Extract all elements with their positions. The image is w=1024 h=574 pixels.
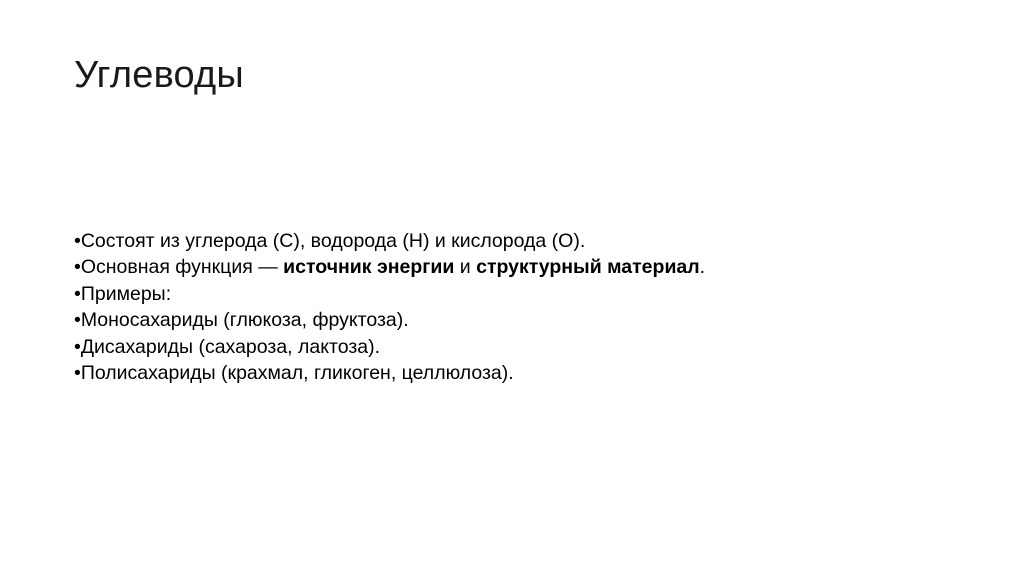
list-item-label: Примеры: [80, 282, 172, 305]
list-item-label: Состоят из углерода (C), водорода (H) и кислорода (O). [80, 230, 586, 252]
bullet-marker-icon: • [74, 309, 81, 332]
list-item-label: Основная функция — [80, 256, 284, 279]
list-item [74, 307, 954, 333]
bullet-marker-icon: • [74, 256, 81, 279]
list-item [74, 360, 954, 386]
bullet-marker-icon: • [74, 335, 81, 358]
bullet-list [74, 228, 954, 386]
list-item [74, 334, 954, 360]
list-item [74, 228, 954, 254]
list-item-label: Полисахариды (крахмал, гликоген, целлюлоза). [80, 362, 514, 385]
list-item-emphasis: источник энергии [283, 256, 455, 279]
bullet-marker-icon: • [74, 362, 81, 385]
list-item-label: Дисахариды (сахароза, лактоза). [80, 335, 381, 358]
list-item [74, 281, 954, 307]
list-item-label: и [454, 256, 477, 279]
list-item-label: Моносахариды (глюкоза, фруктоза). [80, 309, 409, 332]
bullet-marker-icon: • [74, 230, 81, 252]
list-item-label: . [699, 256, 706, 279]
bullet-marker-icon: • [74, 282, 81, 305]
list-item-emphasis: структурный материал [476, 256, 700, 279]
page-title: Углеводы [74, 54, 244, 96]
list-item [74, 254, 954, 280]
